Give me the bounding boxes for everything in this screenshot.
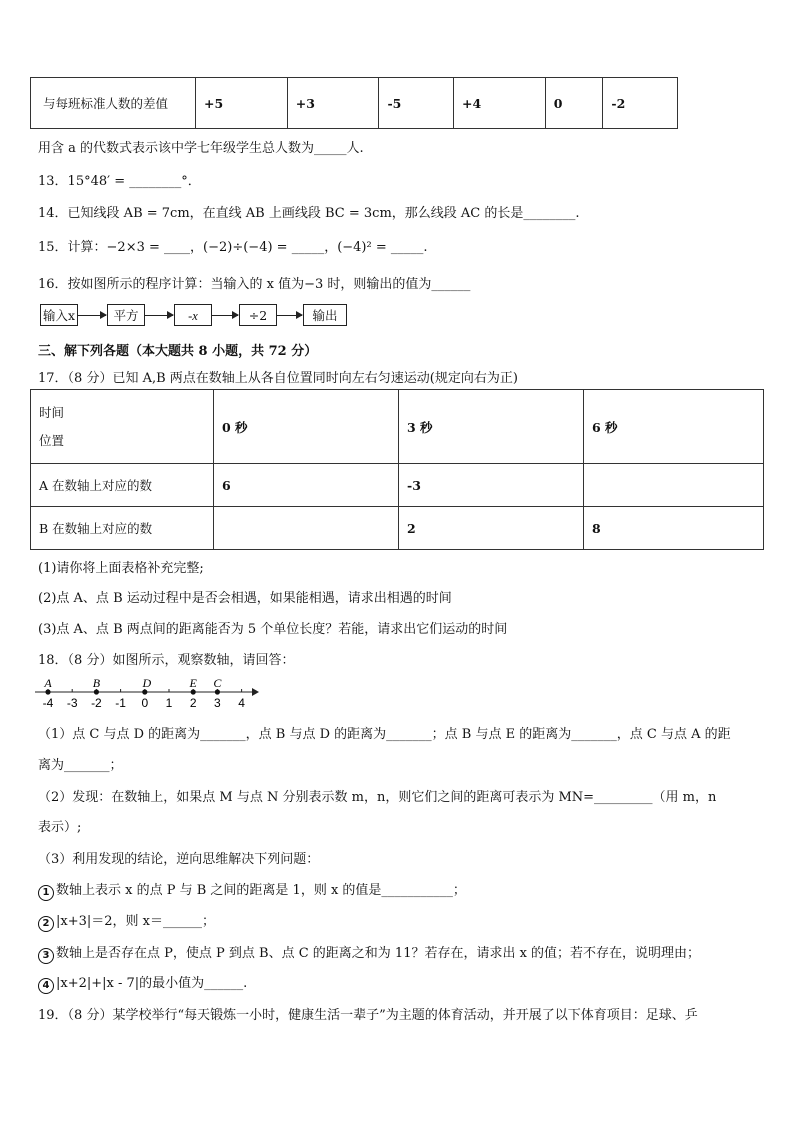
number-line-arrow xyxy=(252,688,259,696)
question-18-part-3: （3）利用发现的结论，逆向思维解决下列问题： xyxy=(38,852,320,867)
question-18-3-item-2 xyxy=(38,910,215,932)
flow-negate-box: -x xyxy=(174,304,212,326)
difference-cell: +4 xyxy=(454,78,546,129)
row-a-label: A 在数轴上对应的数 xyxy=(31,464,214,507)
question-18-part-2-line1: （2）发现：在数轴上，如果点 M 与点 N 分别表示数 m，n，则它们之间的距离可表示为 MN=_________（用 m，n xyxy=(38,790,717,805)
point-d xyxy=(142,689,147,694)
question-17-part-3: (3)点 A、点 B 两点间的距离能否为 5 个单位长度？若能，请求出它们运动的时间 xyxy=(38,622,508,637)
tick-label: 2 xyxy=(189,696,197,710)
flow-arrow xyxy=(212,315,238,316)
circled-number: 3 xyxy=(38,948,54,964)
tick-label: -1 xyxy=(115,696,126,710)
col-header: 3 秒 xyxy=(399,390,584,464)
item-text: 数轴上是否存在点 P，使点 P 到点 B、点 C 的距离之和为 11？若存在，请求出 x 的值；若不存在，说明理由； xyxy=(56,946,701,961)
flow-arrow xyxy=(277,315,302,316)
flow-input-box: 输入x xyxy=(40,304,78,326)
row-b-cell: 2 xyxy=(399,507,584,550)
header-time: 时间 xyxy=(39,404,65,420)
question-12-tail: 用含 a 的代数式表示该中学七年级学生总人数为_____人. xyxy=(38,141,364,156)
tick-label: -3 xyxy=(66,696,78,710)
tick-label: 3 xyxy=(214,696,221,710)
difference-cell: 0 xyxy=(545,78,603,129)
circled-number: 1 xyxy=(38,885,54,901)
col-header: 0 秒 xyxy=(214,390,399,464)
motion-table xyxy=(30,389,764,550)
col-header: 6 秒 xyxy=(584,390,764,464)
flow-output-box: 输出 xyxy=(303,304,347,326)
header-position: 位置 xyxy=(39,432,65,448)
item-text: |x+3|＝2，则 x＝______； xyxy=(56,914,215,929)
difference-table xyxy=(30,77,678,129)
row-b-cell xyxy=(214,507,399,550)
difference-cell: +3 xyxy=(287,78,379,129)
question-18-3-item-3 xyxy=(38,942,700,964)
circled-number: 4 xyxy=(38,978,54,994)
question-14: 14．已知线段 AB = 7cm，在直线 AB 上画线段 BC = 3cm，那么线段 AC 的长是________. xyxy=(38,206,580,221)
row-a-cell: 6 xyxy=(214,464,399,507)
point-label: B xyxy=(92,676,101,690)
item-text: |x+2|+|x - 7|的最小值为______. xyxy=(56,976,248,991)
tick-label: -2 xyxy=(91,696,102,710)
flow-arrow xyxy=(78,315,106,316)
point-label: D xyxy=(142,676,152,690)
difference-cell: -5 xyxy=(379,78,454,129)
point-e xyxy=(191,689,196,694)
tick-label: 1 xyxy=(165,696,173,710)
tick-label: 0 xyxy=(141,696,149,710)
motion-table-header-corner xyxy=(31,390,214,464)
point-a xyxy=(45,689,50,694)
row-a-cell: -3 xyxy=(399,464,584,507)
point-label: E xyxy=(189,676,197,690)
question-18-3-item-1 xyxy=(38,879,466,901)
tick-label: -4 xyxy=(42,696,54,710)
question-13: 13．15°48′ = ________°． xyxy=(38,174,201,189)
item-text: 数轴上表示 x 的点 P 与 B 之间的距离是 1，则 x 的值是___________； xyxy=(56,883,466,898)
question-15: 15．计算：−2×3 = ____，(−2)÷(−4) = _____，(−4)² = _____. xyxy=(38,240,428,255)
point-b xyxy=(94,689,99,694)
point-label: C xyxy=(213,676,222,690)
difference-cell: +5 xyxy=(196,78,288,129)
point-label: A xyxy=(44,676,52,690)
question-16: 16．按如图所示的程序计算：当输入的 x 值为−3 时，则输出的值为______ xyxy=(38,277,471,292)
question-17-part-2: (2)点 A、点 B 运动过程中是否会相遇，如果能相遇，请求出相遇的时间 xyxy=(38,591,452,606)
question-18-part-2-line2: 表示）; xyxy=(38,820,82,835)
question-17: 17．（8 分）已知 A,B 两点在数轴上从各自位置同时向左右匀速运动(规定向右为正) xyxy=(38,371,518,386)
flow-divide-box: ÷2 xyxy=(239,304,277,326)
tick-label: 4 xyxy=(238,696,245,710)
question-18-part-1-line2: 离为_______； xyxy=(38,758,123,773)
flow-square-box: 平方 xyxy=(107,304,145,326)
row-b-label: B 在数轴上对应的数 xyxy=(31,507,214,550)
circled-number: 2 xyxy=(38,916,54,932)
flow-arrow xyxy=(145,315,173,316)
row-b-cell: 8 xyxy=(584,507,764,550)
row-a-cell xyxy=(584,464,764,507)
question-17-part-1: (1)请你将上面表格补充完整; xyxy=(38,561,204,576)
number-line xyxy=(30,672,270,712)
question-19: 19．（8 分）某学校举行“每天锻炼一小时，健康生活一辈子”为主题的体育活动，并开展了以下体育项目：足球、乒 xyxy=(38,1008,698,1023)
question-18-part-1-line1: （1）点 C 与点 D 的距离为_______，点 B 与点 D 的距离为_______；点 B 与点 E 的距离为_______，点 C 与点 A 的距 xyxy=(38,727,731,742)
difference-cell: -2 xyxy=(603,78,678,129)
section-heading: 三、解下列各题（本大题共 8 小题，共 72 分） xyxy=(38,344,318,359)
difference-row-label: 与每班标准人数的差值 xyxy=(31,78,196,129)
question-18-3-item-4 xyxy=(38,972,247,994)
question-18: 18．（8 分）如图所示，观察数轴，请回答： xyxy=(38,653,295,668)
point-c xyxy=(215,689,220,694)
